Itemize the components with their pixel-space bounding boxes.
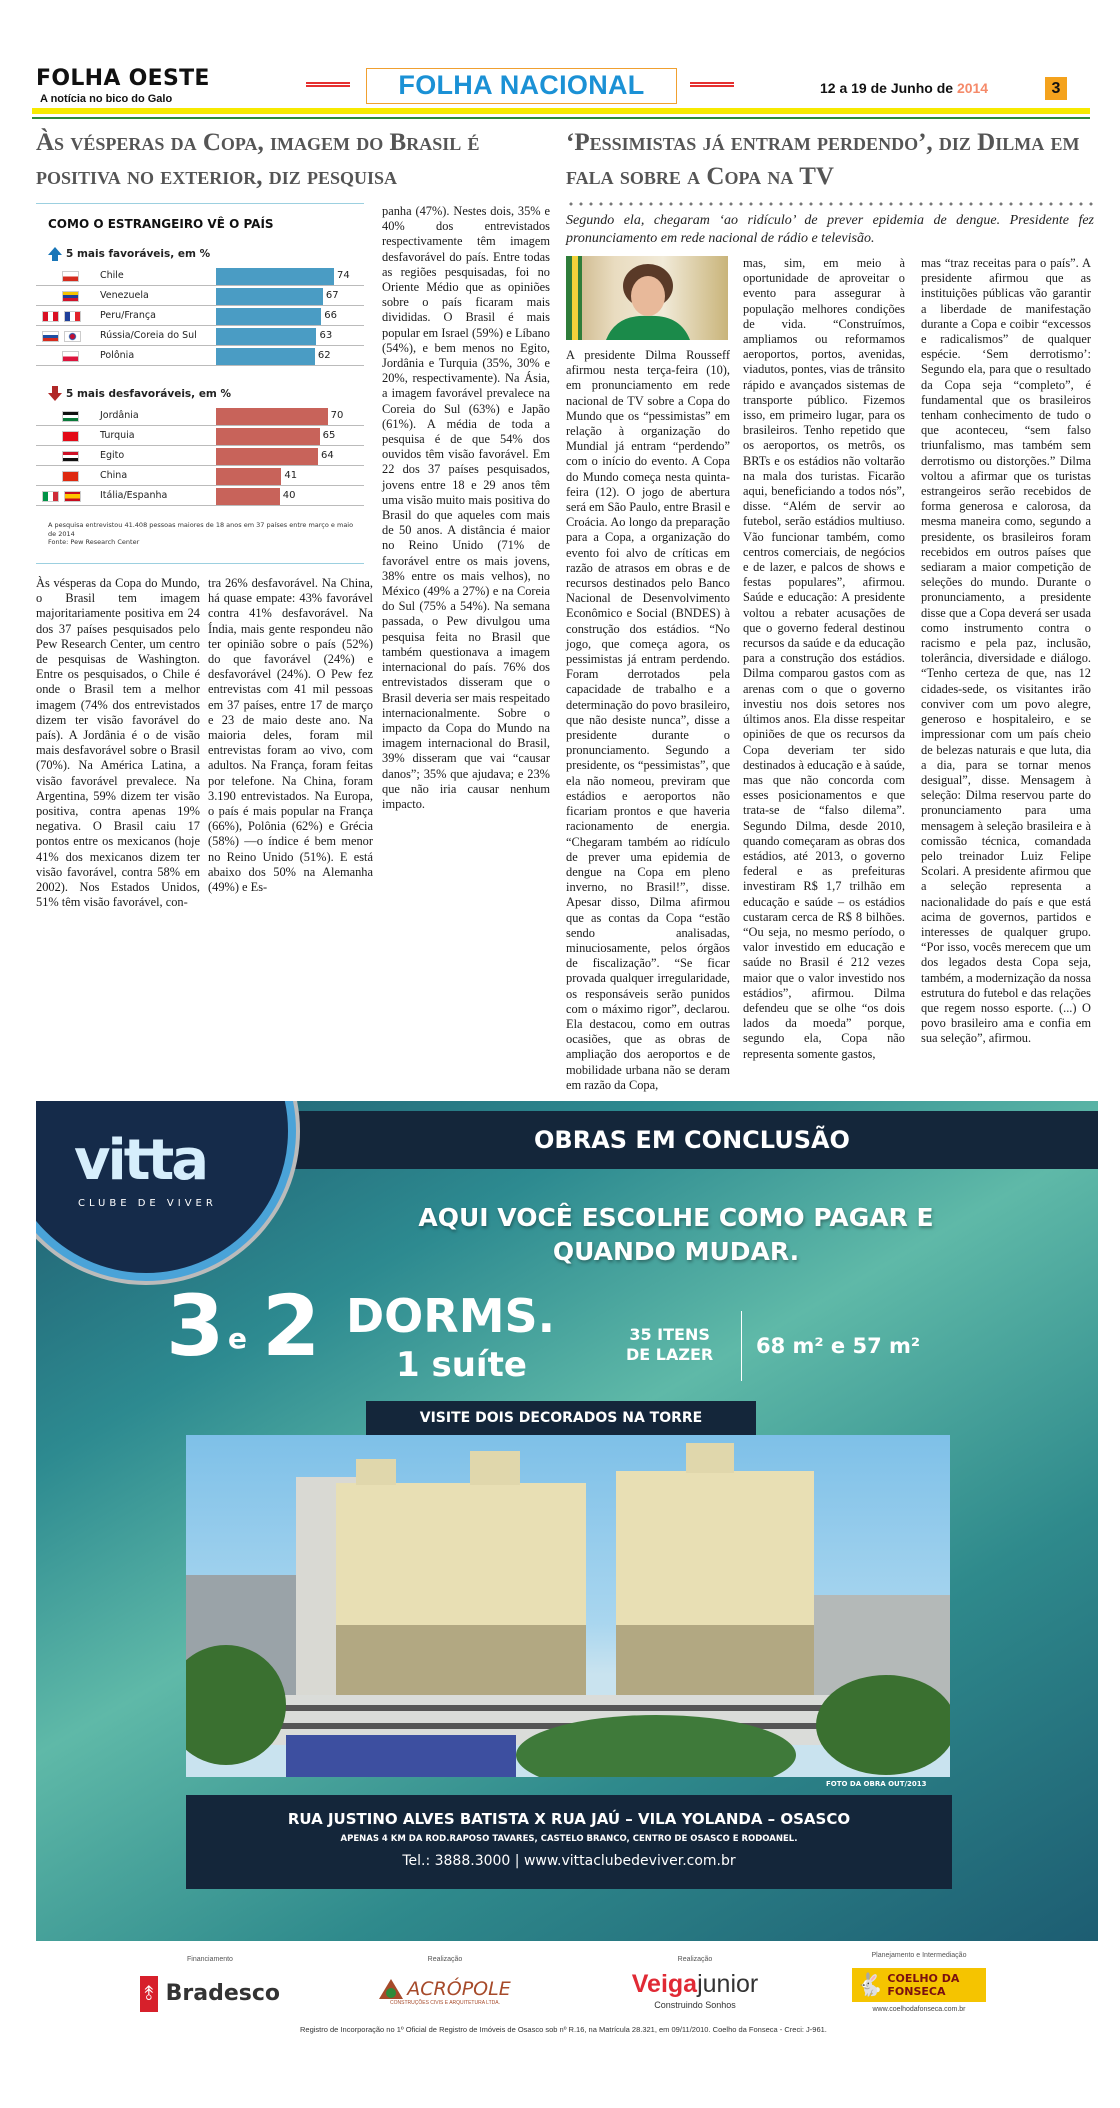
ad-leisure-items	[626, 1325, 713, 1365]
bar	[216, 488, 280, 505]
veiga-name: Veiga	[631, 1970, 698, 1998]
bar-label: Itália/Espanha	[100, 490, 168, 501]
acropole-triangle-icon	[379, 1979, 403, 1999]
group-title-unfavorable	[48, 387, 231, 401]
flag-group	[42, 431, 98, 443]
bar-label: Chile	[100, 270, 124, 281]
newspaper-tagline: A notícia no bico do Galo	[40, 93, 173, 105]
bar-value-label: 65	[322, 430, 336, 441]
chart-source: Fonte: Pew Research Center	[48, 538, 140, 546]
partner-bradesco[interactable]	[140, 1955, 280, 2012]
flag-group	[42, 291, 98, 303]
advertisement[interactable]	[36, 1101, 1098, 1941]
ad-address: RUA JUSTINO ALVES BATISTA X RUA JAÚ – VILA YOLANDA – OSASCO	[287, 1810, 851, 1828]
bar	[216, 328, 316, 345]
infographic-bottom-rule	[36, 563, 364, 564]
article-left-column-1: Às vésperas da Copa do Mundo, o Brasil tem imagem majoritariamente positiva em 24 dos 37 países pesquisados pelo Pew Research Center, um centro de pesquisas de Washington. Entre os pesquisados, o Chile é onde o Brasil tem a melhor imagem (74% dos entrevistados dizem ter visão favorável do país). A Jordânia é o de visão mais desfavorável sobre o Brasil (70%). Na América Latina, a visão favorável prevalece. Na Argentina, 59% dizem ter visão positiva, contra apenas 19% negativa. O Brasil caiu 17 pontos entre os mexicanos (hoje 41% dos mexicanos dizem ter visão favorável, contra 58% em 2002). Nos Estados Unidos, 51% têm visão favorável, con-	[36, 576, 200, 910]
infographic-top-rule	[36, 203, 364, 204]
flag-russia-icon	[42, 331, 59, 342]
flag-venezuela-icon	[62, 291, 79, 302]
bar-label: Egito	[100, 450, 125, 461]
chart-row	[36, 307, 364, 326]
ad-dorms-count-b: 2	[262, 1277, 321, 1375]
group-title-favorable-text: 5 mais favoráveis, em %	[66, 248, 211, 260]
bar-value-label: 62	[317, 350, 331, 361]
building-photo	[186, 1435, 950, 1777]
chart-row	[36, 407, 364, 426]
photo-caption: FOTO DA OBRA OUT/2013	[826, 1780, 927, 1788]
partner-role: Realização	[427, 1956, 463, 1963]
bar-value-label: 66	[324, 310, 337, 321]
bradesco-logo	[140, 1976, 280, 2012]
partner-veigajunior[interactable]	[630, 1955, 760, 2011]
page-number-badge: 3	[1045, 77, 1067, 100]
acropole-name: ACRÓPOLE	[407, 1978, 511, 2000]
bar	[216, 448, 318, 465]
bradesco-tree-icon: ⥉	[140, 1976, 158, 2012]
ad-dorms-label: DORMS.	[346, 1289, 556, 1343]
vitta-logo: vitta	[74, 1128, 207, 1193]
ad-dorms-conj: e	[228, 1322, 247, 1355]
ad-dorms-count-a: 3	[166, 1277, 225, 1375]
section-title: FOLHA NACIONAL	[366, 68, 677, 104]
coelho-name-b: FONSECA	[887, 1985, 946, 1998]
dotted-divider	[566, 201, 1096, 207]
article-right-column-1: A presidente Dilma Rousseff afirmou nesta terça-feira (10), em pronunciamento em rede nacional de TV sobre a Copa do Mundo que os “pessimistas” em relação à organização do Mundial já entram “perdendo” com o início do evento. A Copa do Mundo começa nesta quinta-feira (12). O jogo de abertura será em São Paulo, entre Brasil e Croácia. Ao longo da preparação para a Copa, a organização do evento foi alvo de críticas em razão de atrasos em obras e de recursos destinados pelo Banco Nacional de Desenvolvimento Econômico e Social (BNDES) à construção dos estádios. “No jogo, que começa agora, os pessimistas já entram perdendo. Foram derrotados pela capacidade de trabalho e a determinação do povo brasileiro, que não desiste nunca”, disse a presidente durante o pronunciamento. Segundo a presidente, os “pessimistas”, que ela não nomeou, previram que estádios e aeroportos não ficariam prontos e que haveria racionamento de energia. “Chegaram também ao ridículo de prever uma epidemia de dengue na Copa em pleno inverno, no Brasil!”, disse. Apesar disso, Dilma afirmou que as contas da Copa “estão sendo analisadas, minuciosamente, pelos órgãos de fiscalização”. “Se ficar provada qualquer irregularidade, os responsáveis serão punidos com o máximo rigor”, declarou. Ela destacou, como em outras ocasiões, que as obras de ampliação dos aeroportos e de mobilidade urbana não se deram em razão da Copa,	[566, 348, 730, 1092]
bar-label: Peru/França	[100, 310, 156, 321]
chart-note-text: A pesquisa entrevistou 41.408 pessoas maiores de 18 anos em 37 países entre março e maio de 2014	[48, 521, 354, 538]
coelho-name-a: COELHO DA	[887, 1972, 960, 1985]
issue-date-prefix: 12 a 19 de Junho de	[820, 80, 957, 96]
article-left-column-3: panha (47%). Nestes dois, 35% e 40% dos entrevistados respectivamente têm imagem desfavorável do país. Entre todas as regiões pesquisadas, foi no Oriente Médio que as opiniões sobre o país ficaram mais divididas. O Brasil é mais popular em Israel (59%) e Líbano (54%), e bem menos no Egito, Jordânia e Turquia (35%, 30% e 20%, respectivamente). Na Ásia, a imagem favorável prevalece na Coreia do Sul (63%) e Japão (61%). A média de toda a pesquisa é de que 54% dos ouvidos têm visão favorável. Em 22 dos 37 países pesquisados, jovens entre 18 e 29 anos têm uma visão muito mais positiva do Brasil do que aqueles com mais de 50 anos. A distância é maior no Reino Unido (71% de favorável entre os mais jovens, 38% entre os mais velhos), no México (49% a 27%) e na Coreia do Sul (75% a 54%). Na semana passada, o Pew divulgou uma pesquisa feita no Brasil que também questionava a imagem internacional do país. 76% dos entrevistados disseram que o Brasil deveria ser mais respeitado internacionalmente. Sobre o impacto da Copa do Mundo na imagem internacional do Brasil, 39% disseram que vai “causar danos”; 35% que ajudava; e 23% que não iria causar nenhum impacto.	[382, 204, 550, 811]
flag-coreia-icon	[64, 331, 81, 342]
bar-label: Jordânia	[100, 410, 139, 421]
vitta-logo-sub: CLUBE DE VIVER	[78, 1198, 217, 1209]
flag-franca-icon	[64, 311, 81, 322]
flag-group	[42, 471, 98, 483]
flag-china-icon	[62, 471, 79, 482]
acropole-logo	[360, 1978, 530, 2000]
newspaper-brand: FOLHA OESTE	[36, 66, 210, 91]
flag-espanha-icon	[64, 491, 81, 502]
chart-note	[48, 521, 358, 547]
buildings-illustration	[186, 1435, 950, 1777]
bar	[216, 428, 320, 445]
chart-row	[36, 467, 364, 486]
bar	[216, 288, 323, 305]
bar-value-label: 63	[319, 330, 333, 341]
article-right-column-3: mas “traz receitas para o país”. A presidente afirmou que as instituições públicas vão garantir a liberdade de manifestação durante a Copa e coibir “excessos e radicalismos” de qualquer espécie. ‘Sem derrotismo’: Segundo ela, para que o resultado da Copa seja “completo”, é fundamental que os brasileiros tenham conhecimento de tudo o que aconteceu, “sem falso triunfalismo, mas também sem derrotismo ou distorções.” Dilma voltou a afirmar que os turistas estrangeiros serão recebidos de forma generosa e calorosa, da mesma maneira como, segundo a presidente, os brasileiros foram recebidos em outros países que sediaram a maior competição de seleções do mundo. Durante o pronunciamento, a presidente disse que a Copa deverá ser usada como instrumento contra o racismo e pela paz, inclusão, tolerância, diversidade e diálogo. “Tenho certeza de que, nas 12 cidades-sede, os visitantes irão conviver com um povo alegre, generoso e hospitaleiro, e se impressionar com um país cheio de belezas naturais e que luta, dia a dia, para se tornar menos desigual”, disse. Mensagem à seleção: Dilma reservou parte do pronunciamento para uma mensagem à seleção brasileira e à comissão técnica, comandada pelo treinador Luiz Felipe Scolari. A presidente afirmou que a seleção representa a nacionalidade do país e que está acima de governos, partidos e interesses de qualquer grupo. “Por isso, vocês merecem que um dos legados desta Copa seja, também, a modernização da nossa estrutura do futebol e das relações que regem nosso esporte. (...) O povo brasileiro ama e confia em sua seleção”, afirmou.	[921, 256, 1091, 1046]
coelho-logo	[852, 1968, 986, 2002]
flag-group	[42, 451, 98, 463]
bar-label: Venezuela	[100, 290, 149, 301]
dilma-photo	[566, 256, 728, 340]
decorative-rule-left	[306, 82, 350, 87]
ad-contact[interactable]: Tel.: 3888.3000 | www.vittaclubedeviver.com.br	[402, 1853, 736, 1869]
bar-label: Turquia	[100, 430, 135, 441]
bar-label: Polônia	[100, 350, 135, 361]
bar-value-label: 70	[330, 410, 344, 421]
flag-peru-icon	[42, 311, 59, 322]
flag-group	[42, 331, 98, 343]
masthead-green-rule	[32, 117, 1090, 119]
flag-group	[42, 411, 98, 423]
bar-value-label: 41	[284, 470, 298, 481]
article-right-headline: ‘Pessimistas já entram perdendo’, diz Dilma em fala sobre a Copa na TV	[566, 129, 1080, 190]
article-right-column-2: mas, sim, em meio à oportunidade de aproveitar o evento para assegurar à população melhores condições de vida. “Construímos, ampliamos ou reformamos aeroportos, portos, avenidas, viadutos, pontes, vias de trânsito rápido e avançados sistemas de transporte público. Fizemos isso, em primeiro lugar, para os brasileiros. Tenho repetido que os aeroportos, os metrôs, os BRTs e os estádios não voltarão na mala dos turistas. Ficarão aqui, beneficiando a todos nós”, disse. “Além de servir ao futebol, serão estádios multiuso. Vão funcionar também, como centros comerciais, de negócios e de lazer, e palcos de shows e festas populares”, afirmou. Saúde e educação: A presidente voltou a rebater acusações de que o governo federal destinou recursos da saúde e da educação para a construção dos estádios. Dilma comparou gastos com as arenas com o que o governo investiu nos dois setores nos últimos anos. Ela disse respeitar opiniões de que os recursos da Copa deveriam ter sido destinados à educação e à saúde, mas que não concorda com esses posicionamentos e que trata-se de “falso dilema”. Segundo Dilma, desde 2010, quando começaram as obras dos estádios, até 2013, o governo federal e as prefeituras investiram R$ 1,7 trilhão em educação e saúde – os estádios custaram cerca de R$ 8 bilhões. “Ou seja, no mesmo período, o valor investido em educação e saúde no Brasil é 212 vezes maior que o valor investido nos estádios”, afirmou. Dilma defendeu que se olhe “os dois lados da moeda” porque, segundo ela, Copa não representa somente gastos,	[743, 256, 905, 1061]
veigajunior-logo	[630, 1970, 760, 1998]
arrow-down-icon	[48, 393, 62, 401]
ad-address-box	[186, 1795, 952, 1889]
flag-chile-icon	[62, 271, 79, 282]
portrait-illustration	[566, 256, 728, 340]
flag-polonia-icon	[62, 351, 79, 362]
bar-value-label: 64	[321, 450, 334, 461]
veigajunior-sub: Construindo Sonhos	[654, 2000, 736, 2010]
ad-visit-banner: VISITE DOIS DECORADOS NA TORRE	[366, 1401, 756, 1435]
bar	[216, 308, 321, 325]
issue-year: 2014	[956, 80, 989, 96]
bar	[216, 408, 328, 425]
bar-value-label: 74	[337, 270, 350, 281]
ad-divider	[741, 1311, 742, 1381]
junior-name: junior	[697, 1970, 759, 1998]
partner-role: Realização	[677, 1956, 713, 1963]
article-right-standfirst: Segundo ela, chegaram ‘ao ridículo’ de prever epidemia de dengue. Presidente fez pronunciamento em rede nacional de rádio e televisão.	[566, 213, 1094, 246]
article-left-headline: Às vésperas da Copa, imagem do Brasil é positiva no exterior, diz pesquisa	[36, 129, 480, 190]
chart-row	[36, 487, 364, 506]
group-title-unfavorable-text: 5 mais desfavoráveis, em %	[66, 388, 232, 400]
bradesco-name: Bradesco	[165, 1981, 280, 2006]
chart-row	[36, 327, 364, 346]
bar-label: China	[100, 470, 128, 481]
partner-role: Financiamento	[187, 1956, 233, 1963]
ad-headline-line1: AQUI VOCÊ ESCOLHE COMO PAGAR E	[418, 1203, 934, 1232]
bar	[216, 348, 315, 365]
bar-value-label: 67	[325, 290, 339, 301]
partner-acropole[interactable]	[360, 1955, 530, 2007]
ad-headline-line2: QUANDO MUDAR.	[552, 1237, 800, 1266]
bar	[216, 268, 334, 285]
flag-jordania-icon	[62, 411, 79, 422]
bar-label: Rússia/Coreia do Sul	[100, 330, 197, 341]
flag-group	[42, 351, 98, 363]
bar-value-label: 40	[282, 490, 296, 501]
bar	[216, 468, 281, 485]
issue-date	[820, 80, 988, 97]
registro-legal-text: Registro de Incorporação no 1º Oficial de Registro de Imóveis de Osasco sob nº R.16, na Matrícula 28.321, em 09/11/2010. Coelho da Fonseca - Creci: J-961.	[300, 2025, 827, 2034]
chart-row	[36, 287, 364, 306]
ad-leisure-line1: 35 ITENS	[629, 1325, 710, 1344]
partner-coelho-da-fonseca[interactable]	[852, 1951, 986, 2014]
decorative-rule-right	[690, 82, 734, 87]
arrow-up-icon	[48, 247, 62, 255]
ad-area: 68 m² e 57 m²	[756, 1334, 921, 1358]
flag-italia-icon	[42, 491, 59, 502]
rabbit-icon: 🐇	[856, 1972, 884, 1997]
ad-suite-label: 1 suíte	[396, 1345, 527, 1385]
ad-address-sub: APENAS 4 KM DA ROD.RAPOSO TAVARES, CASTELO BRANCO, CENTRO DE OSASCO E RODOANEL.	[340, 1834, 798, 1844]
flag-group	[42, 271, 98, 283]
chart-row	[36, 427, 364, 446]
chart-row	[36, 267, 364, 286]
flag-group	[42, 311, 98, 323]
chart-row	[36, 447, 364, 466]
group-title-favorable	[48, 247, 210, 261]
masthead-yellow-bar	[32, 108, 1090, 114]
ad-top-banner: OBRAS EM CONCLUSÃO	[286, 1111, 1098, 1169]
flag-egito-icon	[62, 451, 79, 462]
ad-headline	[326, 1201, 1026, 1269]
chart-title: COMO O ESTRANGEIRO VÊ O PAÍS	[48, 217, 274, 231]
acropole-sub: CONSTRUÇÕES CIVIS E ARQUITETURA LTDA.	[390, 2000, 500, 2006]
flag-group	[42, 491, 98, 503]
flag-turquia-icon	[62, 431, 79, 442]
infographic	[36, 203, 364, 565]
ad-leisure-line2: DE LAZER	[626, 1345, 714, 1364]
coelho-url[interactable]: www.coelhodafonseca.com.br	[872, 2006, 966, 2013]
article-left-column-2: tra 26% desfavorável. Na China, há quase empate: 43% favorável contra 41% desfavorável. Na Índia, mais gente respondeu não ter opinião sobre o país (52%) do que favorável (24%) e desfavorável (24%). O Pew fez entrevistas com 41 mil pessoas em 37 países, entre 17 de março e 23 de maio deste ano. Na maioria deles, foram mil entrevistas foram ao vivo, com adultos. Na França, foram feitas por telefone. Na China, foram 3.190 entrevistados. Na Europa, o país é mais popular na França (66%), Polônia (62%) e Grécia (58%) —o índice é bem menor no Reino Unido (51%). E está abaixo dos 50% na Alemanha (49%) e Es-	[208, 576, 373, 895]
chart-row	[36, 347, 364, 366]
partner-role: Planejamento e Intermediação	[871, 1952, 967, 1959]
